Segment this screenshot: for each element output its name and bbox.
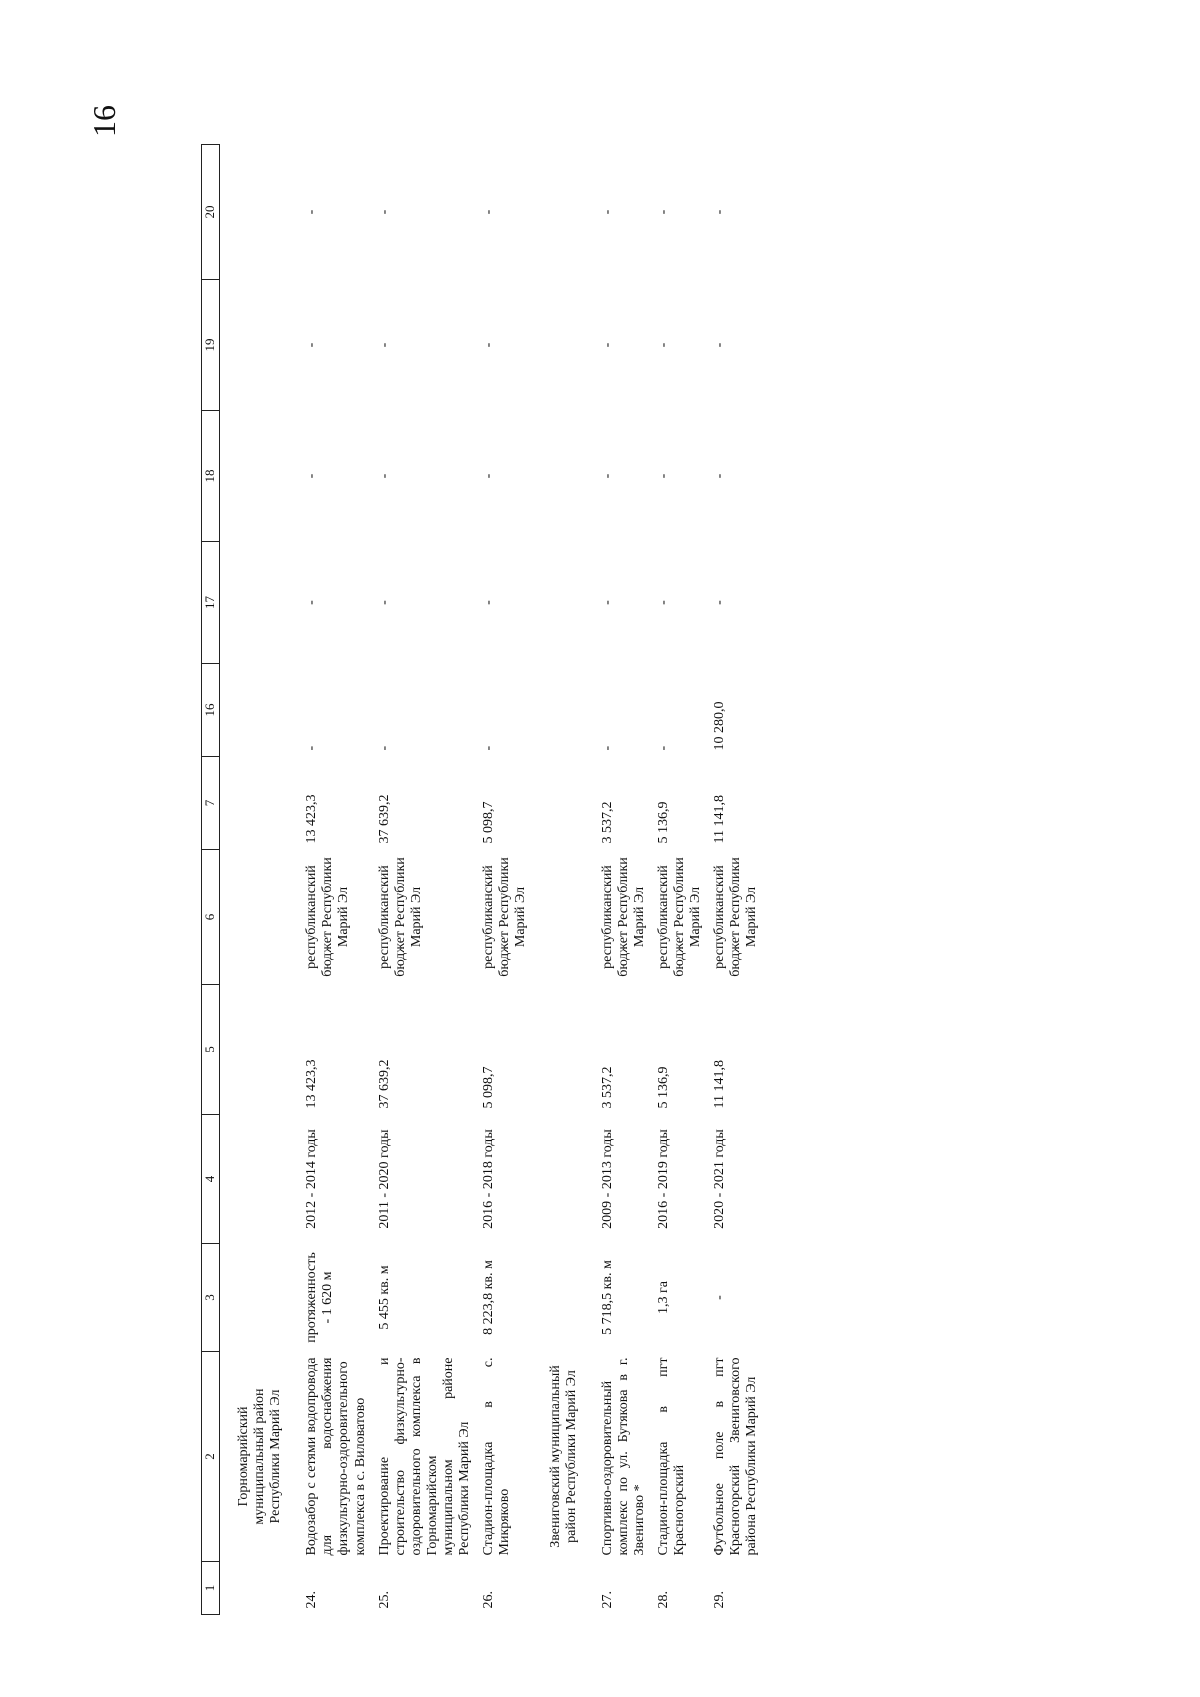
value-col-20: - <box>712 209 728 215</box>
value-col-5: 5 136,9 <box>655 1066 671 1109</box>
value-col-19: - <box>712 342 728 348</box>
value-col-17: - <box>304 600 320 605</box>
column-header-19: 19 <box>202 280 220 411</box>
row-number: 26. <box>481 1591 497 1609</box>
value-col-16: - <box>599 745 615 751</box>
funding-source: республиканский бюджет Республики Марий Эл <box>376 857 424 977</box>
row-number: 25. <box>376 1591 392 1609</box>
value-col-19: - <box>376 342 392 348</box>
value-col-16: - <box>655 745 671 751</box>
value-col-17: - <box>376 600 392 605</box>
value-col-18: - <box>376 473 392 479</box>
table-row <box>706 145 762 1615</box>
value-col-20: - <box>376 209 392 215</box>
section-title: Звениговский муниципальный район Республики Марий Эл <box>547 1365 579 1548</box>
value-col-20: - <box>304 209 320 215</box>
value-col-18: - <box>712 473 728 479</box>
value-col-16: - <box>376 745 392 751</box>
value-col-7: 37 639,2 <box>376 794 392 844</box>
column-header-20: 20 <box>202 145 220 280</box>
object-name: Проектирование и строительство физкультурно-оздоровительного комплекса в Горномарийском муниципальном районе Республики Марий Эл <box>376 1357 473 1556</box>
column-header-17: 17 <box>202 542 220 664</box>
column-header-5: 5 <box>202 985 220 1115</box>
value-col-5: 11 141,8 <box>712 1060 728 1109</box>
row-number: 24. <box>304 1591 320 1609</box>
value-col-18: - <box>655 473 671 479</box>
value-col-20: - <box>481 209 497 215</box>
period: 2016 - 2018 годы <box>481 1129 497 1229</box>
table-row <box>298 145 370 1615</box>
value-col-16: 10 280,0 <box>712 701 728 751</box>
value-col-5: 3 537,2 <box>599 1066 615 1109</box>
value-col-20: - <box>655 209 671 215</box>
period: 2011 - 2020 годы <box>376 1129 392 1229</box>
object-name: Стадион-площадка в с. Микряково <box>481 1357 513 1556</box>
capacity: 8 223,8 кв. м <box>481 1260 497 1335</box>
section-row <box>532 145 594 1615</box>
value-col-17: - <box>655 600 671 605</box>
section-spacer <box>532 1562 594 1615</box>
value-col-19: - <box>304 342 320 348</box>
section-spacer <box>220 1562 299 1615</box>
page-number: 16 <box>86 105 122 137</box>
capacity: 5 718,5 кв. м <box>599 1260 615 1335</box>
value-col-7: 5 098,7 <box>481 801 497 844</box>
section-row <box>220 145 299 1615</box>
value-col-5: 5 098,7 <box>481 1066 497 1109</box>
value-col-5: 13 423,3 <box>304 1059 320 1109</box>
value-col-19: - <box>481 342 497 348</box>
section-title: Горномарийский муниципальный район Республики Марий Эл <box>236 1388 284 1525</box>
column-header-1: 1 <box>202 1562 220 1615</box>
value-col-20: - <box>599 209 615 215</box>
value-col-19: - <box>655 342 671 348</box>
capacity: - <box>712 1295 728 1300</box>
value-col-7: 5 136,9 <box>655 801 671 844</box>
row-number: 28. <box>655 1591 671 1609</box>
value-col-16: - <box>304 745 320 751</box>
capacity: 1,3 га <box>655 1281 671 1314</box>
column-header-3: 3 <box>202 1244 220 1352</box>
object-name: Водозабор с сетями водопровода для водоснабжения физкультурно-оздоровительного комплекса в с. Виловатово <box>304 1357 368 1556</box>
period: 2020 - 2021 годы <box>712 1129 728 1229</box>
value-col-7: 3 537,2 <box>599 801 615 844</box>
value-col-5: 37 639,2 <box>376 1059 392 1109</box>
period: 2016 - 2019 годы <box>655 1129 671 1229</box>
value-col-19: - <box>599 342 615 348</box>
table-row <box>371 145 476 1615</box>
funding-source: республиканский бюджет Республики Марий Эл <box>712 857 760 977</box>
section-filler <box>220 145 299 1352</box>
column-header-18: 18 <box>202 411 220 542</box>
section-filler <box>532 145 594 1352</box>
funding-source: республиканский бюджет Республики Марий Эл <box>655 857 704 977</box>
capacity: протяженность - 1 620 м <box>304 1252 336 1343</box>
table-row <box>475 145 531 1615</box>
table-row <box>650 145 706 1615</box>
value-col-17: - <box>599 600 615 605</box>
period: 2012 - 2014 годы <box>304 1129 320 1229</box>
funding-source: республиканский бюджет Республики Марий Эл <box>304 857 352 977</box>
column-header-7: 7 <box>202 757 220 850</box>
object-name: Футбольное поле в пгт Красногорский Звениговского района Республики Марий Эл <box>712 1357 760 1556</box>
column-header-2: 2 <box>202 1352 220 1562</box>
value-col-7: 13 423,3 <box>304 794 320 844</box>
column-header-6: 6 <box>202 850 220 985</box>
column-header-4: 4 <box>202 1115 220 1244</box>
capacity: 5 455 кв. м <box>376 1265 392 1330</box>
value-col-17: - <box>712 600 728 605</box>
program-table <box>201 144 763 1615</box>
funding-source: республиканский бюджет Республики Марий Эл <box>481 857 529 977</box>
period: 2009 - 2013 годы <box>599 1129 615 1229</box>
column-header-16: 16 <box>202 664 220 757</box>
value-col-16: - <box>481 745 497 751</box>
value-col-7: 11 141,8 <box>712 795 728 844</box>
value-col-18: - <box>304 473 320 479</box>
header-row <box>202 145 220 1615</box>
value-col-18: - <box>599 473 615 479</box>
table-row <box>594 145 650 1615</box>
value-col-18: - <box>481 473 497 479</box>
object-name: Стадион-площадка в пгт Красногорский <box>655 1357 688 1556</box>
funding-source: республиканский бюджет Республики Марий Эл <box>599 857 647 977</box>
value-col-17: - <box>481 600 497 605</box>
table-body <box>220 145 763 1615</box>
row-number: 29. <box>712 1591 728 1609</box>
row-number: 27. <box>599 1591 615 1609</box>
object-name: Спортивно-оздоровительный комплекс по ул. Бутякова в г. Звенигово * <box>599 1357 647 1556</box>
